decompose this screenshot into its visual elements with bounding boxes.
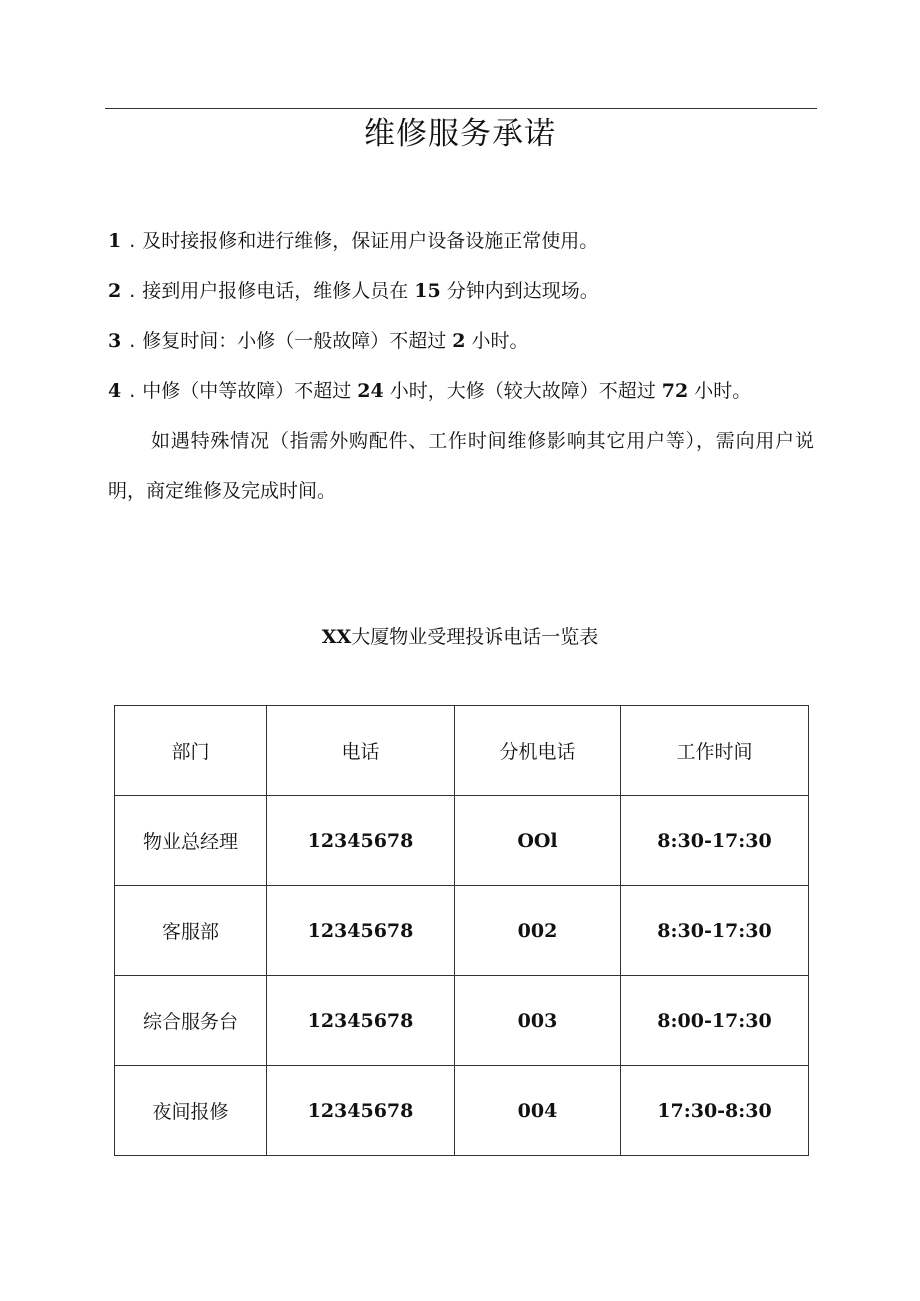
department-cell: 客服部 <box>115 886 267 976</box>
item-text: 小时。 <box>694 380 752 402</box>
hours-cell: 8:30-17:30 <box>621 796 809 886</box>
item-separator: . <box>129 230 136 252</box>
item-text: 小时。 <box>471 330 529 352</box>
extension-cell: 002 <box>455 886 621 976</box>
table-row <box>115 796 809 886</box>
phone-cell: 12345678 <box>267 796 455 886</box>
item-text: 中修（中等故障）不超过 <box>142 380 352 402</box>
table-header-row <box>115 706 809 796</box>
extension-cell: 003 <box>455 976 621 1066</box>
list-item <box>108 216 814 266</box>
table-row <box>115 976 809 1066</box>
table-title-prefix: XX <box>321 626 352 648</box>
phone-cell: 12345678 <box>267 1066 455 1156</box>
item-value: 24 <box>357 380 384 402</box>
item-text: 及时接报修和进行维修，保证用户设备设施正常使用。 <box>142 230 599 252</box>
list-item <box>108 316 814 366</box>
page-title: 维修服务承诺 <box>364 116 556 152</box>
table-row <box>115 1066 809 1156</box>
item-number: 4 <box>108 380 122 402</box>
extension-cell: 004 <box>455 1066 621 1156</box>
header-cell-extension: 分机电话 <box>455 706 621 796</box>
item-text: 分钟内到达现场。 <box>446 280 599 302</box>
header-cell-hours: 工作时间 <box>621 706 809 796</box>
commitment-list <box>108 216 814 516</box>
item-value: 2 <box>452 330 466 352</box>
extension-cell: OOl <box>455 796 621 886</box>
item-separator: . <box>129 330 136 352</box>
item-text: 修复时间：小修（一般故障）不超过 <box>142 330 447 352</box>
department-cell: 综合服务台 <box>115 976 267 1066</box>
item-text: 小时，大修（较大故障）不超过 <box>389 380 656 402</box>
table-title <box>0 622 920 652</box>
table-title-text: 大厦物业受理投诉电话一览表 <box>351 626 599 648</box>
complaint-phone-table <box>114 705 809 1156</box>
list-item <box>108 266 814 316</box>
item-number: 2 <box>108 280 122 302</box>
table-row <box>115 886 809 976</box>
item-separator: . <box>129 380 136 402</box>
hours-cell: 8:00-17:30 <box>621 976 809 1066</box>
header-rule <box>105 108 817 109</box>
list-item <box>108 366 814 416</box>
special-note-paragraph: 如遇特殊情况（指需外购配件、工作时间维修影响其它用户等），需向用户说明，商定维修及完成时间。 <box>108 430 814 502</box>
item-value: 15 <box>414 280 441 302</box>
phone-cell: 12345678 <box>267 886 455 976</box>
item-text: 接到用户报修电话，维修人员在 <box>142 280 409 302</box>
item-number: 3 <box>108 330 122 352</box>
header-cell-department: 部门 <box>115 706 267 796</box>
item-separator: . <box>129 280 136 302</box>
item-value: 72 <box>661 380 689 402</box>
department-cell: 夜间报修 <box>115 1066 267 1156</box>
department-cell: 物业总经理 <box>115 796 267 886</box>
header-cell-phone: 电话 <box>267 706 455 796</box>
hours-cell: 17:30-8:30 <box>621 1066 809 1156</box>
hours-cell: 8:30-17:30 <box>621 886 809 976</box>
item-number: 1 <box>108 230 122 252</box>
phone-cell: 12345678 <box>267 976 455 1066</box>
